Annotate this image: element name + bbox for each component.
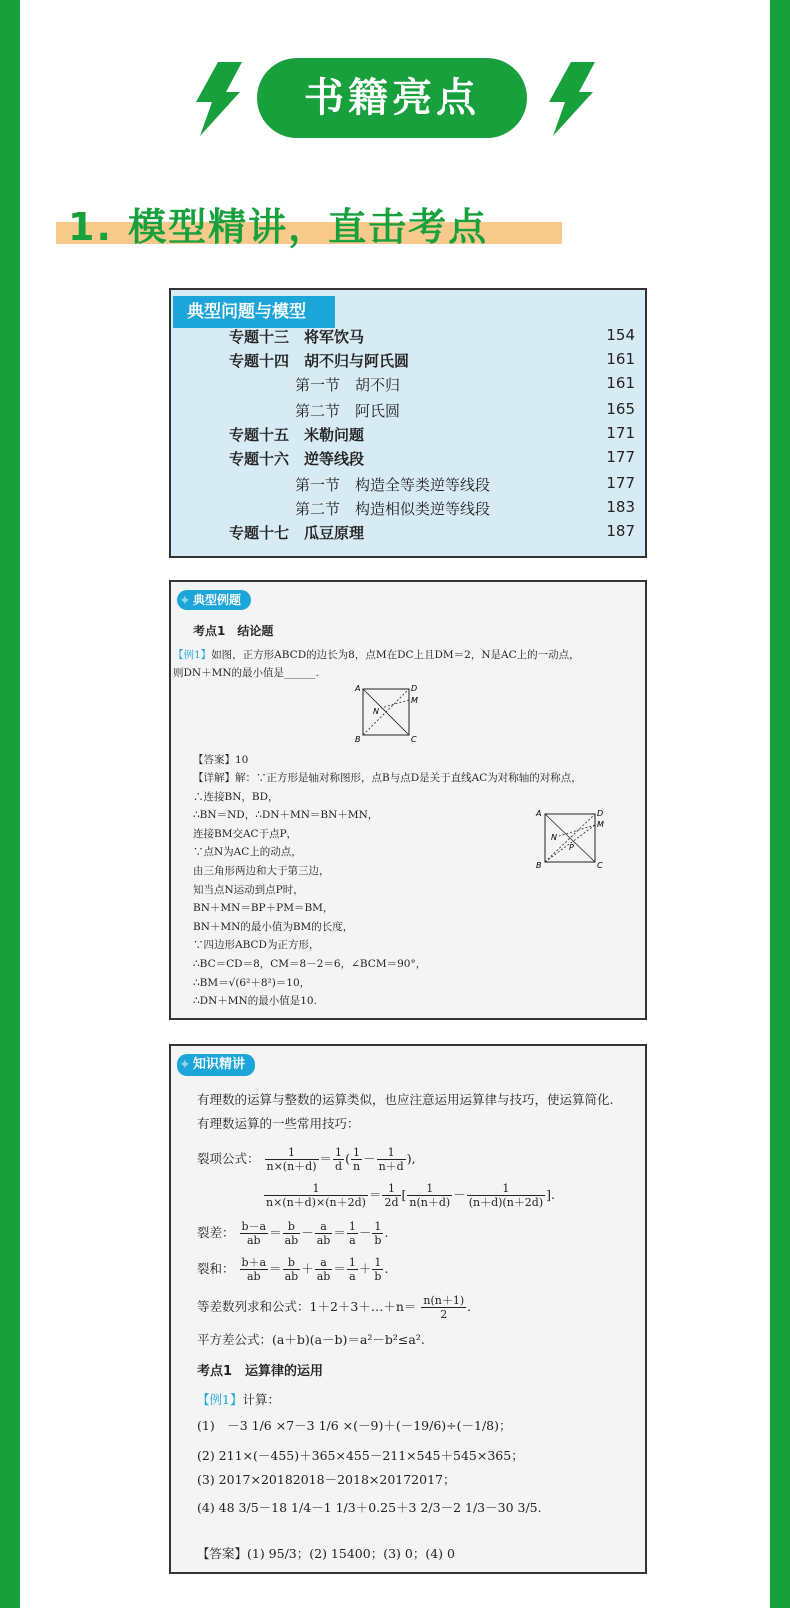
exercise-item: (4) 48 3/5－18 1/4－1 1/3＋0.25＋3 2/3－2 1/3－30 3/5.: [197, 1500, 542, 1515]
knowledge-kaodian: 考点1 运算律的运用: [197, 1364, 324, 1379]
formula-dengcha: 等差数列求和公式：1＋2＋3＋…＋n＝ $\frac{n(n+1)}{2}$ .: [197, 1294, 472, 1321]
fig1-label-a: A: [355, 684, 361, 693]
toc-row: 专题十四 胡不归与阿氏圆: [229, 352, 410, 370]
fig1-label-b: B: [355, 735, 361, 744]
question-text-1: 如图，正方形ABCD的边长为8，点M在DC上且DM＝2，N是AC上的一动点，: [211, 649, 580, 661]
knowledge-badge-label: 知识精讲: [193, 1057, 246, 1072]
fig1-label-d: D: [411, 684, 418, 693]
solution-line: ∴BM＝√(6²＋8²)＝10，: [193, 976, 311, 989]
exercise-item: (2) 211×(－455)＋365×455－211×545＋545×365；: [197, 1448, 524, 1463]
solution-line: ∵四边形ABCD为正方形，: [193, 939, 320, 952]
lightning-icon-right: [549, 62, 595, 136]
toc-row: 专题十三 将军饮马: [229, 328, 365, 346]
fig2-label-a: A: [536, 809, 542, 818]
toc-page-number: 171: [606, 424, 635, 442]
example-badge: [177, 590, 251, 610]
question-tag: 【例1】: [173, 649, 212, 661]
formula-liecha-label: 裂差：: [197, 1225, 235, 1240]
knowledge-badge: [177, 1054, 255, 1076]
solution-line: 由三角形两边和大于第三边，: [193, 865, 330, 877]
formula-liecha: 裂差： $\frac{b-a}{ab}$ ＝ $\frac{b}{ab}$ － $\frac{a}{ab}$ ＝ $\frac{1}{a}$ － $\frac{1}{b}$ .: [197, 1220, 389, 1247]
toc-panel: [169, 288, 647, 558]
toc-page-number: 161: [606, 374, 635, 392]
toc-page-number: 154: [606, 326, 635, 344]
solution-line: 知当点N运动到点P时，: [193, 883, 304, 896]
fig1-label-c: C: [411, 735, 417, 744]
formula-liehe: 裂和： $\frac{b+a}{ab}$ ＝ $\frac{b}{ab}$ ＋ $\frac{a}{ab}$ ＝ $\frac{1}{a}$ ＋ $\frac{1}{b}$ .: [197, 1256, 389, 1283]
formula-dengcha-label: 等差数列求和公式：1＋2＋3＋…＋n＝: [197, 1299, 417, 1314]
knowledge-question: [197, 1390, 280, 1408]
solution-line: ∴BC＝CD＝8，CM＝8－2＝6，∠BCM＝90°，: [193, 958, 427, 970]
toc-row: 第一节 胡不归: [295, 376, 401, 394]
formula-liexiang: 裂项公式： $\frac{1}{n\times(n+d)}$ ＝ $\frac{1}{d}$ ( $\frac{1}{n}$ － $\frac{1}{n+d}$ ),: [197, 1146, 416, 1173]
knowledge-panel: [169, 1044, 647, 1574]
solution-line: BN＋MN＝BP＋PM＝BM，: [193, 902, 334, 915]
solution-line: ∴连接BN，BD，: [193, 790, 279, 803]
formula-liexiang-2: $\frac{1}{n\times(n+d)\times(n+2d)}$ ＝ $\frac{1}{2d}$ [ $\frac{1}{n(n+d)}$ － $\frac{1}{(n+d)(n+2d)}$ ].: [266, 1182, 555, 1209]
exercise-item: (1) －3 1/6 ×7－3 1/6 ×(－9)＋(－19/6)÷(－1/8)；: [197, 1418, 512, 1433]
formula-liexiang-label: 裂项公式：: [197, 1151, 260, 1166]
fig1-label-n: N: [373, 707, 379, 716]
fig1-label-m: M: [411, 696, 418, 705]
toc-row: 第二节 构造相似类逆等线段: [295, 500, 491, 518]
toc-page-number: 183: [606, 498, 635, 516]
section-title: 1. 模型精讲，直击考点: [68, 205, 489, 249]
square-figure-large: [535, 806, 611, 870]
toc-page-number: 187: [606, 522, 635, 540]
solution-line: BN＋MN的最小值为BM的长度，: [193, 920, 354, 933]
toc-row: 专题十六 逆等线段: [229, 450, 365, 468]
solution-line: ∴DN＋MN的最小值是10.: [193, 995, 317, 1008]
knowledge-paragraph-2: 有理数运算的一些常用技巧：: [197, 1116, 360, 1131]
toc-row: 第一节 构造全等类逆等线段: [295, 476, 491, 494]
solution-line: ∵点N为AC上的动点，: [193, 846, 302, 859]
solution-line: 连接BM交AC于点P，: [193, 827, 298, 840]
question-line-1: [173, 647, 580, 662]
fig2-label-d: D: [597, 809, 604, 818]
fig2-label-b: B: [536, 861, 542, 870]
toc-row: 专题十七 瓜豆原理: [229, 524, 365, 542]
example-panel: [169, 580, 647, 1020]
formula-pingfang: 平方差公式：(a＋b)(a－b)＝a²－b²≤a².: [197, 1332, 425, 1347]
fig2-label-c: C: [597, 861, 603, 870]
knowledge-question-text: 计算：: [242, 1392, 280, 1407]
knowledge-paragraph-1: 有理数的运算与整数的运算类似，也应注意运用运算律与技巧，使运算简化.: [197, 1092, 614, 1107]
star-icon: ✦: [179, 593, 191, 609]
example-badge-label: 典型例题: [193, 593, 242, 607]
lightning-icon-left: [196, 62, 242, 136]
knowledge-question-tag: 【例1】: [197, 1392, 243, 1407]
toc-page-number: 177: [606, 448, 635, 466]
fig2-label-m: M: [597, 820, 604, 829]
right-border-bar: [770, 0, 790, 1608]
kaodian-heading: 考点1 结论题: [193, 624, 274, 638]
knowledge-answer: 【答案】(1) 95/3；(2) 15400；(3) 0；(4) 0: [197, 1546, 455, 1561]
fig2-label-n: N: [551, 833, 557, 842]
question-line-2: 则DN＋MN的最小值是______.: [173, 667, 319, 679]
answer-line: 【答案】10: [193, 754, 249, 766]
toc-page-number: 165: [606, 400, 635, 418]
solution-line: ∴BN＝ND，∴DN＋MN＝BN＋MN，: [193, 809, 379, 822]
formula-liehe-label: 裂和：: [197, 1261, 235, 1276]
toc-page-number: 177: [606, 474, 635, 492]
star-icon: ✦: [179, 1057, 191, 1073]
toc-row: 专题十五 米勒问题: [229, 426, 365, 444]
solution-line: 【详解】解：∵正方形是轴对称图形，点B与点D是关于直线AC为对称轴的对称点，: [193, 772, 582, 784]
toc-row: 第二节 阿氏圆: [295, 402, 401, 420]
fig2-label-p: P: [569, 843, 574, 852]
toc-tag: 典型问题与模型: [173, 296, 335, 328]
square-figure-small: [351, 682, 431, 744]
page-title: 书籍亮点: [257, 58, 527, 138]
exercise-item: (3) 2017×20182018－2018×20172017；: [197, 1472, 456, 1487]
left-border-bar: [0, 0, 20, 1608]
toc-page-number: 161: [606, 350, 635, 368]
